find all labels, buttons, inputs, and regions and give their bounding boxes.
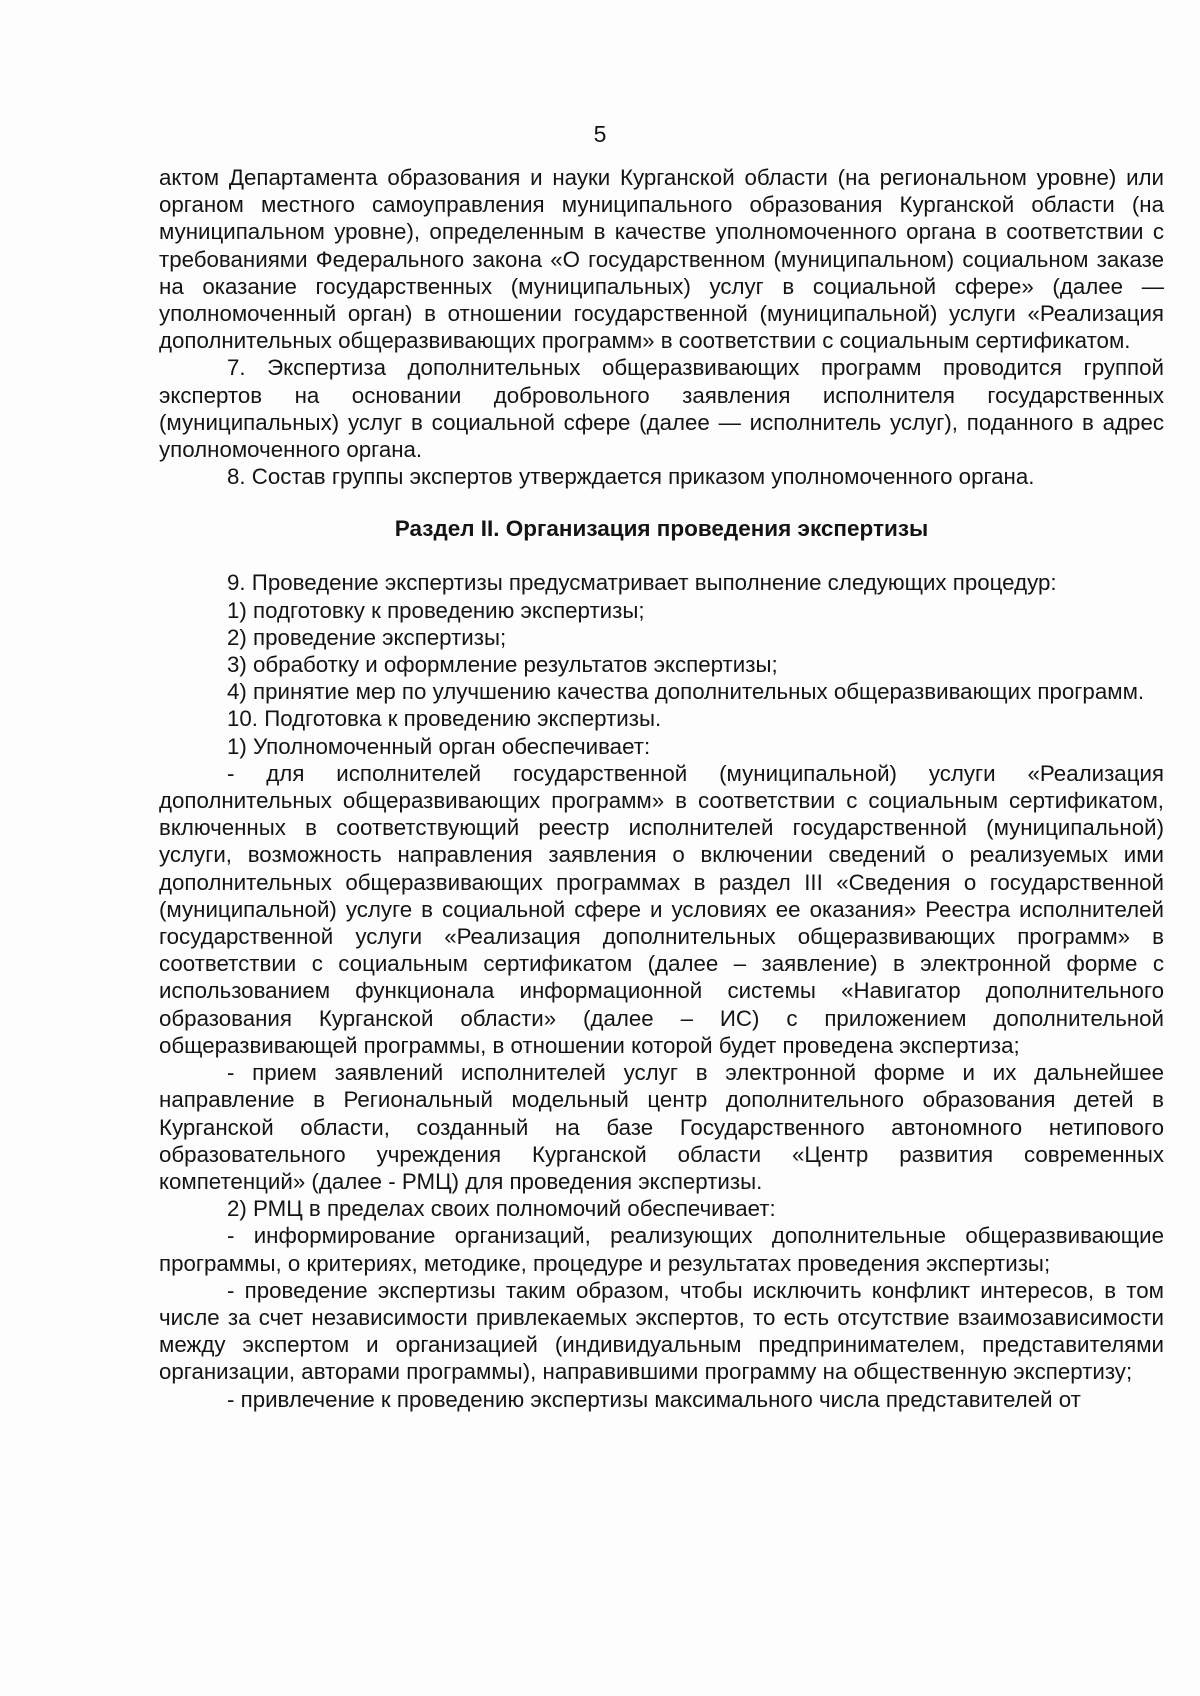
paragraph-item-10: 10. Подготовка к проведению экспертизы. (227, 706, 662, 732)
bullet-item: - для исполнителей государственной (муниципальной) услуги «Реализация дополнительных общеразвивающих программ» в соответствии с социальным сертификатом, включенных в соответствующий реестр исполнителей государственной (муниципальной) услуги, возможность направления заявления о включении сведений о реализуемых ими дополнительных общеразвивающих программах в раздел III «Сведения о государственной (муниципальной) услуге в социальной сфере и условиях ее оказания» Реестра исполнителей государственной услуги «Реализация дополнительных общеразвивающих программ» в соответствии с социальным сертификатом (далее – заявление) в электронной форме с использованием функционала информационной системы «Навигатор дополнительного образования Курганской области» (далее – ИС) с приложением дополнительной общеразвивающей программы, в отношении которой будет проведена экспертиза; (159, 760, 1164, 1058)
paragraph-item-8: 8. Состав группы экспертов утверждается приказом уполномоченного органа. (227, 464, 1035, 490)
bullet-item: - прием заявлений исполнителей услуг в электронной форме и их дальнейшее направление в Региональный модельный центр дополнительного образования детей в Курганской области, созданный на базе Государственного автономного нетипового образовательного учреждения Курганской области «Центр развития современных компетенций» (далее - РМЦ) для проведения экспертизы. (159, 1060, 1164, 1194)
paragraph-item-9: 9. Проведение экспертизы предусматривает выполнение следующих процедур: (227, 570, 1057, 596)
list-item: 2) РМЦ в пределах своих полномочий обеспечивает: (227, 1196, 776, 1222)
bullet-item: - привлечение к проведению экспертизы максимального числа представителей от (227, 1386, 1081, 1412)
paragraph-item-7: 7. Экспертиза дополнительных общеразвивающих программ проводится группой экспертов на основании добровольного заявления исполнителя государственных (муниципальных) услуг в социальной сфере (далее — исполнитель услуг), поданного в адрес уполномоченного органа. (159, 355, 1164, 463)
paragraph: актом Департамента образования и науки Курганской области (на региональном уровне) или органом местного самоуправления муниципального образования Курганской области (на муниципальном уровне), определенным в качестве уполномоченного органа в соответствии с требованиями Федерального закона «О государственном (муниципальном) социальном заказе на оказание государственных (муниципальных) услуг в социальной сфере» (далее — уполномоченный орган) в отношении государственной (муниципальной) услуги «Реализация дополнительных общеразвивающих программ» в соответствии с социальным сертификатом. (159, 165, 1164, 354)
page-number: 5 (593, 121, 607, 147)
list-item: 3) обработку и оформление результатов экспертизы; (227, 652, 778, 678)
document-body (159, 164, 1164, 1413)
bullet-item: - информирование организаций, реализующих дополнительные общеразвивающие программы, о критериях, методике, процедуре и результатах проведения экспертизы; (159, 1223, 1164, 1276)
list-item: 2) проведение экспертизы; (227, 624, 507, 650)
list-item: 1) Уполномоченный орган обеспечивает: (227, 733, 651, 759)
list-item: 1) подготовку к проведению экспертизы; (227, 597, 645, 623)
section-heading: Раздел II. Организация проведения экспертизы (394, 516, 929, 542)
list-item: 4) принятие мер по улучшению качества дополнительных общеразвивающих программ. (227, 679, 1145, 705)
bullet-item: - проведение экспертизы таким образом, чтобы исключить конфликт интересов, в том числе за счет независимости привлекаемых экспертов, то есть отсутствие взаимозависимости между экспертом и организацией (индивидуальным предпринимателем, представителями организации, авторами программы), направившими программу на общественную экспертизу; (159, 1277, 1164, 1385)
